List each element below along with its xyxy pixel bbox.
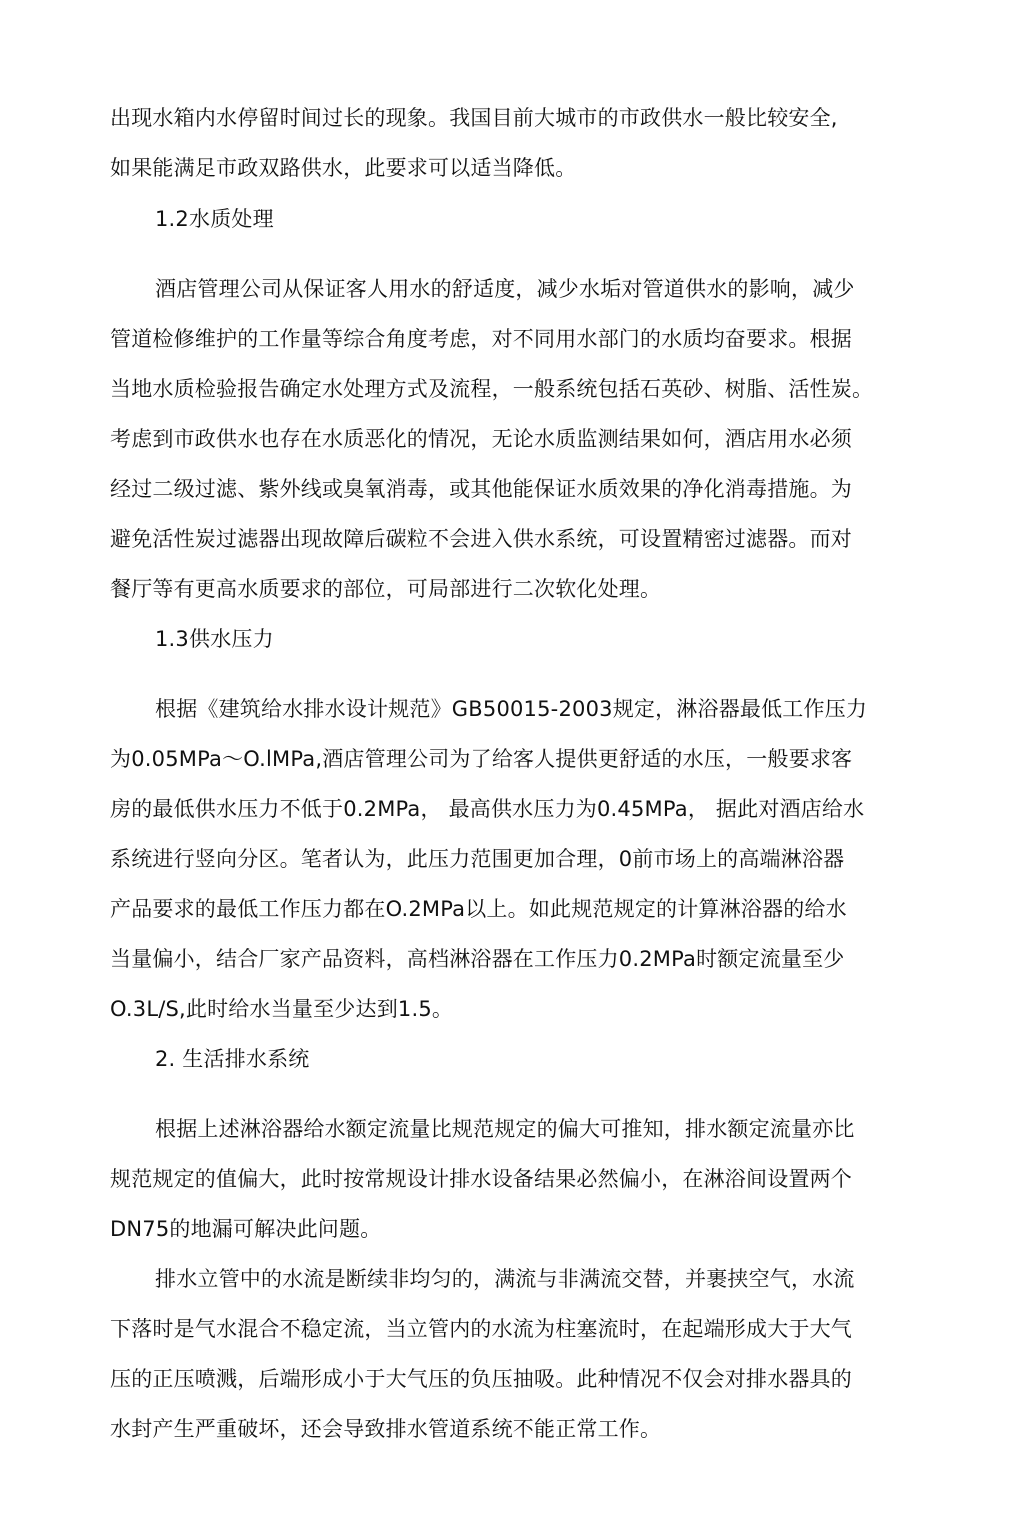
section-heading: 1.3供水压力 <box>155 627 274 651</box>
paragraph-line: 产品要求的最低工作压力都在O.2MPa以上。如此规范规定的计算淋浴器的给水 <box>110 897 847 921</box>
paragraph-line: 如果能满足市政双路供水，此要求可以适当降低。 <box>110 156 577 180</box>
paragraph-line: 规范规定的值偏大，此时按常规设计排水设备结果必然偏小，在淋浴间设置两个 <box>110 1167 852 1191</box>
paragraph-line: 水封产生严重破坏，还会导致排水管道系统不能正常工作。 <box>110 1417 662 1441</box>
section-heading: 1.2水质处理 <box>155 207 274 231</box>
paragraph-line: 系统进行竖向分区。笔者认为，此压力范围更加合理，0前市场上的高端淋浴器 <box>110 847 845 871</box>
paragraph-line: 酒店管理公司从保证客人用水的舒适度，减少水垢对管道供水的影响，减少 <box>155 277 855 301</box>
paragraph-line: 下落时是气水混合不稳定流，当立管内的水流为柱塞流时，在起端形成大于大气 <box>110 1317 852 1341</box>
paragraph-line: 经过二级过滤、紫外线或臭氧消毒，或其他能保证水质效果的净化消毒措施。为 <box>110 477 852 501</box>
paragraph-line: 餐厅等有更高水质要求的部位，可局部进行二次软化处理。 <box>110 577 662 601</box>
paragraph-line: 当地水质检验报告确定水处理方式及流程，一般系统包括石英砂、树脂、活性炭。 <box>110 377 874 401</box>
paragraph-line: 根据上述淋浴器给水额定流量比规范规定的偏大可推知，排水额定流量亦比 <box>155 1117 855 1141</box>
paragraph-line: 出现水箱内水停留时间过长的现象。我国目前大城市的市政供水一般比较安全, <box>110 106 838 130</box>
paragraph-line: 当量偏小，结合厂家产品资料，高档淋浴器在工作压力0.2MPa时额定流量至少 <box>110 947 845 971</box>
paragraph-line: O.3L/S,此时给水当量至少达到1.5。 <box>110 997 454 1021</box>
paragraph-line: DN75的地漏可解决此问题。 <box>110 1217 382 1241</box>
paragraph-line: 压的正压喷溅，后端形成小于大气压的负压抽吸。此种情况不仅会对排水器具的 <box>110 1367 852 1391</box>
paragraph-line: 考虑到市政供水也存在水质恶化的情况，无论水质监测结果如何，酒店用水必须 <box>110 427 852 451</box>
paragraph-line: 避免活性炭过滤器出现故障后碳粒不会进入供水系统，可设置精密过滤器。而对 <box>110 527 852 551</box>
section-heading: 2. 生活排水系统 <box>155 1047 310 1071</box>
paragraph-line: 房的最低供水压力不低于0.2MPa， 最高供水压力为0.45MPa， 据此对酒店给水 <box>110 797 865 821</box>
paragraph-line: 管道检修维护的工作量等综合角度考虑，对不同用水部门的水质均奋要求。根据 <box>110 327 852 351</box>
paragraph-line: 根据《建筑给水排水设计规范》GB50015-2003规定，淋浴器最低工作压力 <box>155 697 868 721</box>
paragraph-line: 为0.05MPa～O.lMPa,酒店管理公司为了给客人提供更舒适的水压，一般要求客 <box>110 747 853 771</box>
paragraph-line: 排水立管中的水流是断续非均匀的，满流与非满流交替，并裹挟空气，水流 <box>155 1267 855 1291</box>
